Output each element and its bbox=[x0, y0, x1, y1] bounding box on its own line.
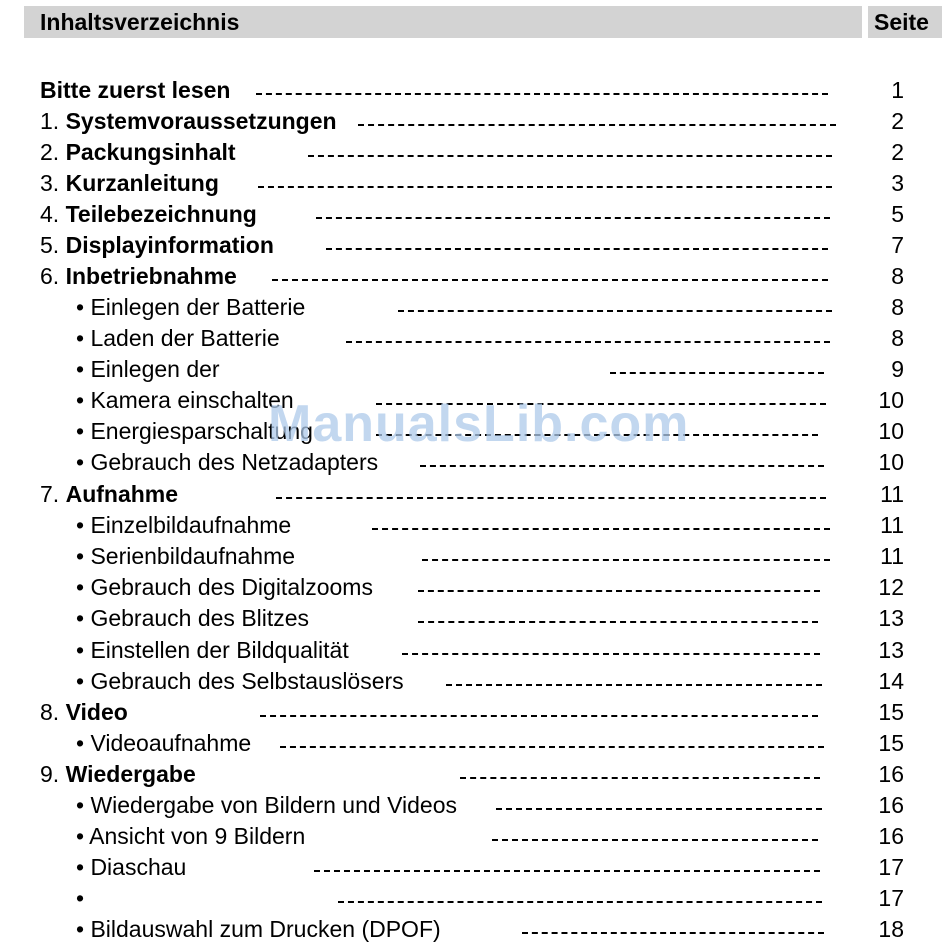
dash-leader bbox=[316, 217, 830, 219]
page-number: 13 bbox=[878, 605, 904, 631]
toc-entry-label bbox=[40, 107, 337, 135]
toc-entry bbox=[0, 138, 950, 169]
page-number: 8 bbox=[891, 325, 904, 351]
page-number: 3 bbox=[891, 170, 904, 196]
dash-leader bbox=[272, 279, 828, 281]
dash-leader bbox=[460, 777, 820, 779]
toc-entry-number: 9. bbox=[40, 761, 66, 787]
page-number: 16 bbox=[878, 792, 904, 818]
toc-subentry bbox=[0, 791, 950, 822]
toc-subentry bbox=[0, 573, 950, 604]
toc-subentry-label: • Serienbildaufnahme bbox=[76, 543, 296, 569]
toc-subentry-label: • Einstellen der Bildqualität bbox=[76, 637, 349, 663]
toc-entry-title: Teilebezeichnung bbox=[65, 201, 257, 227]
toc-subentry-label: • Bildauswahl zum Drucken (DPOF) bbox=[76, 916, 441, 942]
toc-entry-label bbox=[40, 262, 237, 290]
toc-entry-number: 2. bbox=[40, 139, 66, 165]
page-number: 9 bbox=[891, 356, 904, 382]
dash-leader bbox=[260, 715, 818, 717]
toc-entry-number: 1. bbox=[40, 108, 66, 134]
toc-entry bbox=[0, 200, 950, 231]
dash-leader bbox=[418, 590, 820, 592]
toc-entry bbox=[0, 76, 950, 107]
dash-leader bbox=[610, 372, 824, 374]
toc-heading: Inhaltsverzeichnis bbox=[40, 9, 240, 35]
toc-entry-label bbox=[40, 760, 196, 788]
toc-entry bbox=[0, 107, 950, 138]
page-number: 8 bbox=[891, 294, 904, 320]
toc-subentry bbox=[0, 667, 950, 698]
dash-leader bbox=[258, 186, 832, 188]
page-number: 10 bbox=[878, 387, 904, 413]
page-number: 14 bbox=[878, 668, 904, 694]
toc-entry-title: Systemvoraussetzungen bbox=[65, 108, 337, 134]
toc-subentry bbox=[0, 293, 950, 324]
toc-entry-label bbox=[40, 200, 257, 228]
toc-entry bbox=[0, 169, 950, 200]
toc-entry-title: Inbetriebnahme bbox=[65, 263, 237, 289]
page-number: 7 bbox=[891, 232, 904, 258]
page-number: 8 bbox=[891, 263, 904, 289]
toc-entry-title: Bitte zuerst lesen bbox=[40, 77, 231, 103]
page-number: 2 bbox=[891, 108, 904, 134]
toc-entry-title: Displayinformation bbox=[65, 232, 274, 258]
dash-leader bbox=[522, 932, 824, 934]
dash-leader bbox=[276, 497, 826, 499]
toc-subentry bbox=[0, 915, 950, 946]
toc-subentry-label: • Kamera einschalten bbox=[76, 387, 294, 413]
dash-leader bbox=[422, 559, 830, 561]
page-number: 12 bbox=[878, 574, 904, 600]
toc-subentry-label: • Diaschau bbox=[76, 854, 187, 880]
dash-leader bbox=[256, 93, 828, 95]
page-number: 17 bbox=[878, 854, 904, 880]
toc-entry-label bbox=[40, 138, 236, 166]
toc-entry-label bbox=[40, 480, 178, 508]
toc-entry bbox=[0, 231, 950, 262]
toc-entry bbox=[0, 480, 950, 511]
dash-leader bbox=[326, 248, 828, 250]
toc-entry-title: Kurzanleitung bbox=[65, 170, 219, 196]
toc-entry-title: Video bbox=[65, 699, 128, 725]
dash-leader bbox=[358, 124, 836, 126]
dash-leader bbox=[338, 901, 822, 903]
toc-entry-number: 8. bbox=[40, 699, 66, 725]
toc-subentry bbox=[0, 884, 950, 915]
toc-entry bbox=[0, 262, 950, 293]
toc-subentry-label: • Gebrauch des Digitalzooms bbox=[76, 574, 373, 600]
page-number: 10 bbox=[878, 449, 904, 475]
page-number: 11 bbox=[880, 512, 904, 538]
page-number: 15 bbox=[878, 730, 904, 756]
toc-subentry bbox=[0, 511, 950, 542]
toc-subentry-label: • bbox=[76, 885, 85, 911]
toc-subentry-label: • Ansicht von 9 Bildern bbox=[76, 823, 306, 849]
dash-leader bbox=[308, 155, 832, 157]
page-number: 15 bbox=[878, 699, 904, 725]
dash-leader bbox=[346, 341, 830, 343]
dash-leader bbox=[496, 808, 822, 810]
toc-entry-label bbox=[40, 76, 230, 104]
toc-subentry-label: • Einlegen der Batterie bbox=[76, 294, 306, 320]
toc-subentry bbox=[0, 355, 950, 386]
dash-leader bbox=[280, 746, 824, 748]
toc-subentry-label: • Gebrauch des Netzadapters bbox=[76, 449, 379, 475]
dash-leader bbox=[420, 465, 824, 467]
page-number: 16 bbox=[878, 823, 904, 849]
page-number: 1 bbox=[891, 77, 904, 103]
dash-leader bbox=[314, 870, 820, 872]
page-number: 16 bbox=[878, 761, 904, 787]
toc-subentry bbox=[0, 729, 950, 760]
toc-subentry bbox=[0, 604, 950, 635]
toc-entry-number: 3. bbox=[40, 170, 66, 196]
page-number: 10 bbox=[878, 418, 904, 444]
toc-entry-title: Packungsinhalt bbox=[65, 139, 236, 165]
toc-subentry-label: • Videoaufnahme bbox=[76, 730, 252, 756]
page-number: 5 bbox=[891, 201, 904, 227]
toc-entry-title: Wiedergabe bbox=[65, 761, 196, 787]
dash-leader bbox=[372, 528, 830, 530]
toc-subentry-label: • Energiesparschaltung bbox=[76, 418, 313, 444]
toc-subentry-label: • Gebrauch des Selbstauslösers bbox=[76, 668, 404, 694]
toc-subentry-label: • Laden der Batterie bbox=[76, 325, 280, 351]
page-column-heading: Seite bbox=[874, 9, 929, 35]
toc-entry-number: 4. bbox=[40, 201, 66, 227]
toc-subentry-label: • Wiedergabe von Bildern und Videos bbox=[76, 792, 457, 818]
toc-subentry bbox=[0, 822, 950, 853]
page-number: 13 bbox=[878, 637, 904, 663]
page-number: 18 bbox=[878, 916, 904, 942]
toc-entry-number: 6. bbox=[40, 263, 66, 289]
toc-subentry bbox=[0, 324, 950, 355]
dash-leader bbox=[446, 684, 822, 686]
toc-entry bbox=[0, 698, 950, 729]
toc-entry-label bbox=[40, 231, 274, 259]
page-number: 11 bbox=[880, 481, 904, 507]
toc-entry-number: 5. bbox=[40, 232, 66, 258]
toc-entry-number: 7. bbox=[40, 481, 66, 507]
dash-leader bbox=[402, 653, 820, 655]
dash-leader bbox=[418, 621, 818, 623]
toc-subentry-label: • Gebrauch des Blitzes bbox=[76, 605, 310, 631]
toc-subentry bbox=[0, 542, 950, 573]
toc-entry bbox=[0, 760, 950, 791]
toc-subentry bbox=[0, 853, 950, 884]
watermark-text: ManualsLib.com bbox=[268, 395, 690, 453]
toc-entry-title: Aufnahme bbox=[65, 481, 179, 507]
toc-entry-label bbox=[40, 169, 219, 197]
page-number: 2 bbox=[891, 139, 904, 165]
toc-subentry-label: • Einlegen der bbox=[76, 356, 220, 382]
toc-subentry-label: • Einzelbildaufnahme bbox=[76, 512, 292, 538]
dash-leader bbox=[492, 839, 818, 841]
page-number: 11 bbox=[880, 543, 904, 569]
toc-subentry bbox=[0, 636, 950, 667]
dash-leader bbox=[398, 310, 832, 312]
page-number: 17 bbox=[878, 885, 904, 911]
toc-entry-label bbox=[40, 698, 128, 726]
